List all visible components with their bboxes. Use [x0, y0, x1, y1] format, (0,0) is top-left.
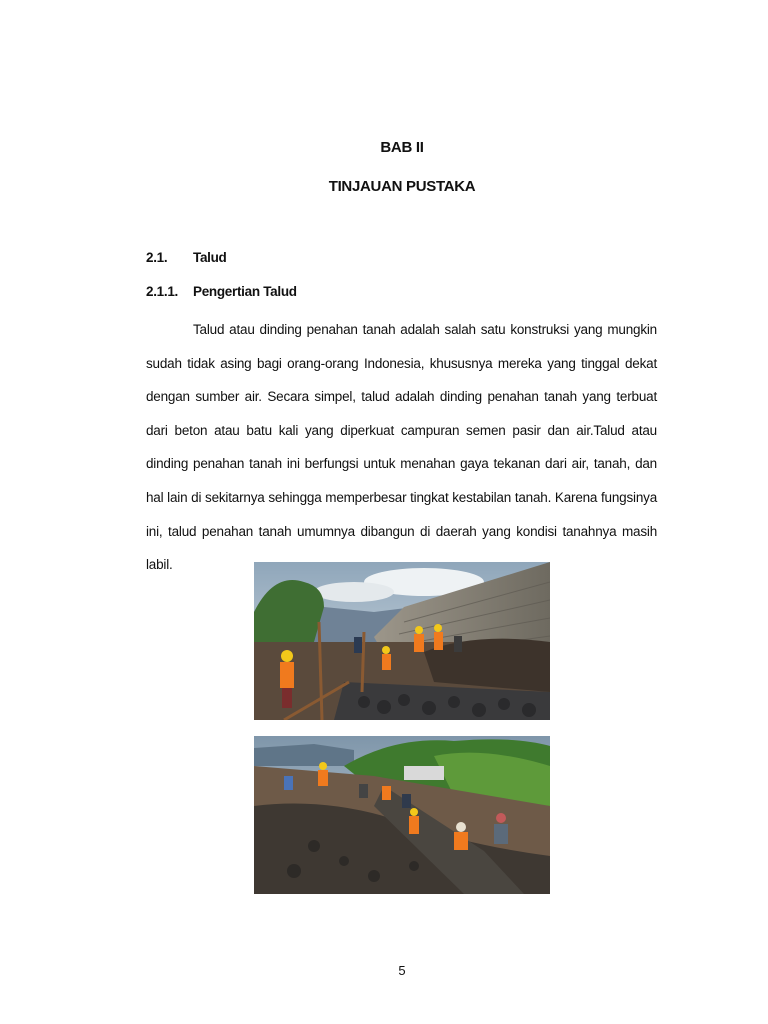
section-number: 2.1.: [146, 250, 168, 265]
section-title: Talud: [193, 250, 227, 265]
subsection-title: Pengertian Talud: [193, 284, 297, 299]
page-number: 5: [398, 963, 406, 978]
body-paragraph: Talud atau dinding penahan tanah adalah salah satu konstruksi yang mungkin sudah tidak asing bagi orang-orang Indonesia, khususnya mereka yang tinggal dekat dengan sumber air. Secara simpel, talud adalah dinding penahan tanah yang terbuat dari beton atau batu kali yang diperkuat campuran semen pasir dan air.Talud atau dinding penahan tanah ini berfungsi untuk menahan gaya tekanan dari air, tanah, dan hal lain di sekitarnya sehingga memperbesar tingkat kestabilan tanah. Karena fungsinya ini, talud penahan tanah umumnya dibangun di daerah yang kondisi tanahnya masih labil.: [146, 322, 657, 573]
retaining-wall-image: [254, 562, 550, 720]
slope-work-image: [254, 736, 550, 894]
chapter-title: TINJAUAN PUSTAKA: [328, 178, 476, 195]
chapter-label: BAB II: [380, 139, 424, 156]
subsection-number: 2.1.1.: [146, 284, 178, 299]
construction-photo-2: [254, 736, 550, 894]
construction-photo-1: [254, 562, 550, 720]
section-heading: [146, 250, 227, 265]
subsection-heading: [146, 284, 297, 299]
